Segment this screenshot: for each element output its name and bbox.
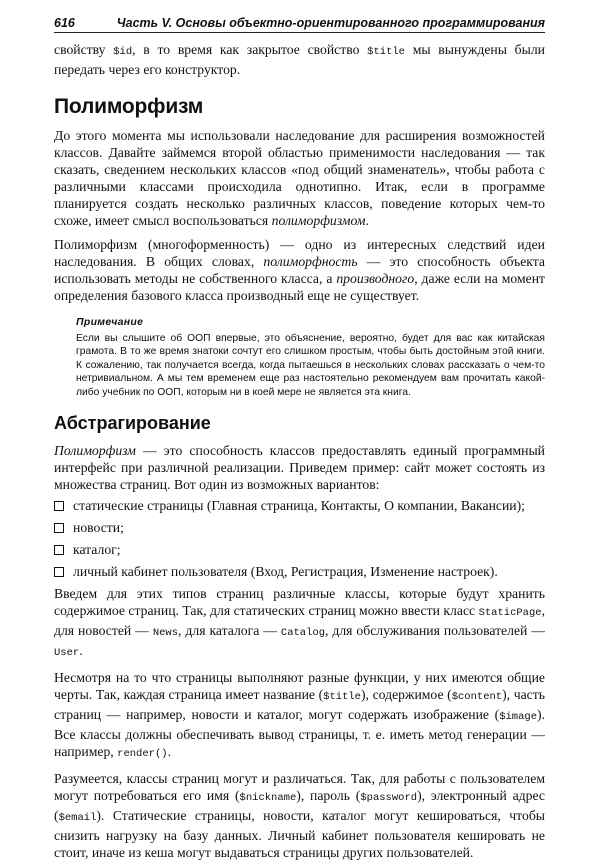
heading-polymorphism: Полиморфизм: [54, 95, 204, 118]
checkbox-bullet-icon: [54, 567, 64, 577]
list-item: статические страницы (Главная страница, Контакты, О компании, Вакансии);: [54, 497, 545, 514]
heading-abstraction: Абстрагирование: [54, 413, 211, 433]
checkbox-bullet-icon: [54, 523, 64, 533]
page-types-list: [54, 497, 545, 580]
checkbox-bullet-icon: [54, 501, 64, 511]
list-item: личный кабинет пользователя (Вход, Регистрация, Изменение настроек).: [54, 563, 545, 580]
polymorphism-paragraph-1: До этого момента мы использовали наследование для расширения возможностей классов. Давайте займемся второй областью применимости наследования — так сказать, сведением нескольких классов «под общий знаменатель», чтобы работа с различными классами происходила однотипно. Итак, если в программе планируется создать несколько различных классов, поведение которых чем-то схоже, имеет смысл воспользоваться полиморфизмом.: [54, 128, 545, 228]
list-item: каталог;: [54, 541, 545, 558]
polymorphism-paragraph-2: Полиморфизм (многоформенность) — одно из интересных следствий идеи наследования. В общих словах, полиморфность — это способность объекта использовать методы не собственного класса, а производного, даже если на момент определения базового класса производный еще не существует.: [54, 237, 546, 303]
page-number: 616: [54, 16, 75, 30]
code-title: $title: [367, 46, 405, 58]
abstraction-paragraph-1: Полиморфизм — это способность классов предоставлять единый программный интерфейс при различной реализации. Приведем пример: сайт может состоять из множества страниц. Вот один из возможных вариантов:: [54, 443, 545, 492]
page-body: [54, 33, 545, 861]
note-title: Примечание: [76, 316, 144, 328]
abstraction-paragraph-3: Несмотря на то что страницы выполняют разные функции, у них имеются общие черты. Так, каждая страница имеет название ($title), содержимое ($content), часть страниц — например, новости и каталог, могут содержать изображение ($image). Все классы должны обеспечивать вывод страницы, т. е. иметь метод генерации — например, render().: [54, 670, 545, 760]
note-text: Если вы слышите об ООП впервые, это объяснение, вероятно, будет для вас как китайская грамота. В то же время знатоки сочтут его слишком простым, чтобы быть достойным этой книги. К сожалению, так получается всегда, когда пытаешься в нескольких словах рассказать о чем-то нетривиальном. А мы тем временем еще раз настоятельно рекомендуем вам прочитать какой-либо учебник по ООП, которым ни в коей мере не является эта книга.: [76, 332, 545, 398]
abstraction-paragraph-2: Введем для этих типов страниц различные классы, которые будут хранить содержимое страниц. Так, для статических страниц можно ввести класс StaticPage, для новостей — News, для каталога — Catalog, для обслуживания пользователей — User.: [54, 586, 545, 659]
checkbox-bullet-icon: [54, 545, 64, 555]
code-id: $id: [113, 46, 133, 58]
intro-paragraph: свойству $id, в то время как закрытое свойство $title мы вынуждены были передать через его конструктор.: [54, 42, 545, 77]
note-block: [76, 316, 545, 399]
running-header: [54, 16, 545, 33]
running-title: Часть V. Основы объектно-ориентированного программирования: [116, 16, 545, 30]
abstraction-paragraph-4: Разумеется, классы страниц могут и различаться. Так, для работы с пользователем могут потребоваться его имя ($nickname), пароль ($password), электронный адрес ($email). Статические страницы, новости, каталог могут кешироваться, чтобы снизить нагрузку на базу данных. Личный кабинет пользователя кешировать не стоит, иначе из кеша могут выдаваться страницы других пользователей.: [54, 771, 545, 860]
list-item: новости;: [54, 519, 545, 536]
